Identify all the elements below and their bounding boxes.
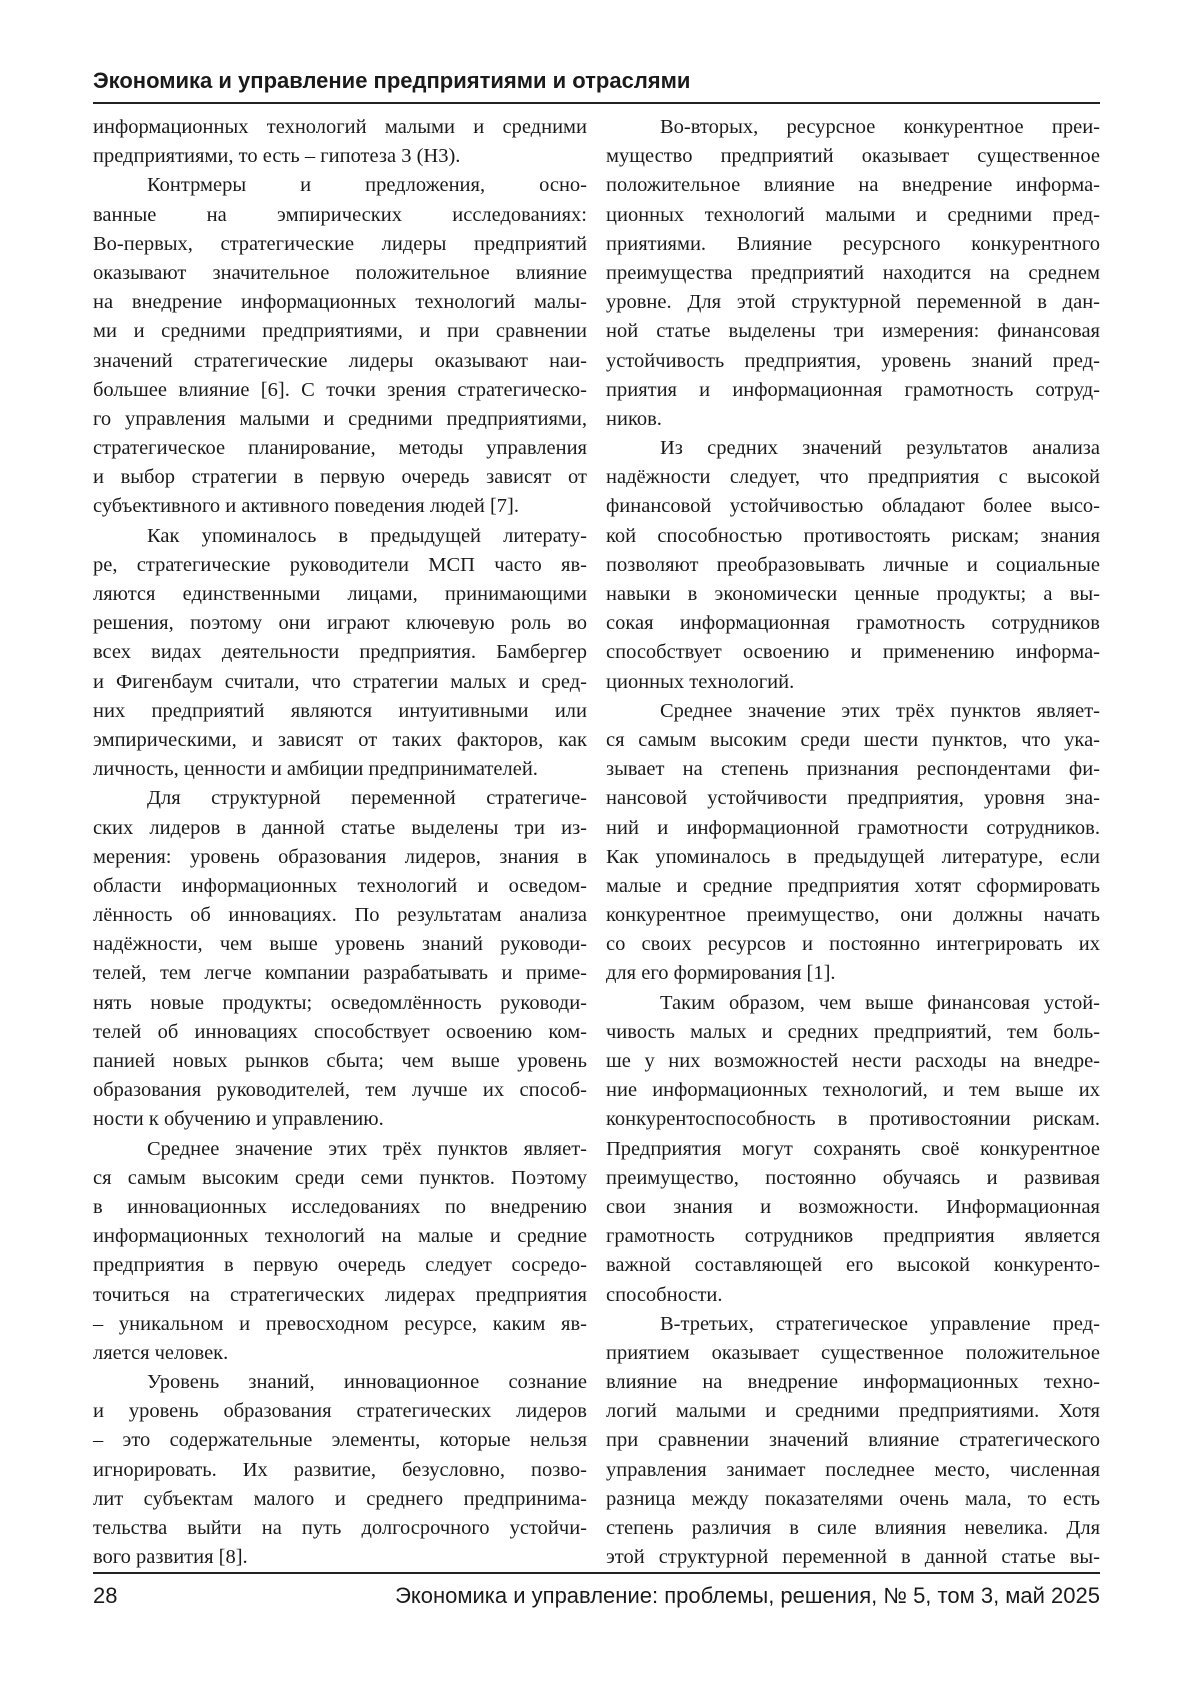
text-line: преимущество, постоянно обучаясь и развивая: [606, 1164, 1100, 1193]
text-line: ских лидеров в данной статье выделены три из-: [93, 814, 587, 843]
text-line: малые и средние предприятия хотят сформировать: [606, 872, 1100, 901]
text-column-right: [606, 113, 1100, 1572]
text-line: мущество предприятий оказывает существенное: [606, 142, 1100, 171]
text-line: го управления малыми и средними предприятиями,: [93, 405, 587, 434]
text-line: ционных технологий.: [606, 668, 1100, 697]
text-line: эмпирическими, и зависят от таких факторов, как: [93, 726, 587, 755]
text-line: ся самым высоким среди семи пунктов. Поэтому: [93, 1164, 587, 1193]
paragraph: [606, 697, 1100, 989]
text-line: В-третьих, стратегическое управление пред-: [606, 1310, 1100, 1339]
paragraph: [606, 434, 1100, 697]
text-line: способности.: [606, 1281, 1100, 1310]
header-rule: [93, 102, 1100, 104]
text-line: грамотность сотрудников предприятия является: [606, 1222, 1100, 1251]
text-line: и уровень образования стратегических лидеров: [93, 1397, 587, 1426]
text-line: для его формирования [1].: [606, 959, 1100, 988]
text-line: Уровень знаний, инновационное сознание: [93, 1368, 587, 1397]
text-line: большее влияние [6]. С точки зрения стратегическо-: [93, 376, 587, 405]
text-line: нять новые продукты; осведомлённость руководи-: [93, 989, 587, 1018]
text-line: влияние на внедрение информационных техно-: [606, 1368, 1100, 1397]
text-line: Как упоминалось в предыдущей литературе, если: [606, 843, 1100, 872]
text-line: Среднее значение этих трёх пунктов являет-: [606, 697, 1100, 726]
text-line: этой структурной переменной в данной статье вы-: [606, 1543, 1100, 1572]
paragraph: [606, 1310, 1100, 1573]
page-number: 28: [93, 1583, 117, 1609]
text-column-left: [93, 113, 587, 1572]
text-line: ляется человек.: [93, 1339, 587, 1368]
text-line: – это содержательные элементы, которые нельзя: [93, 1426, 587, 1455]
text-line: точиться на стратегических лидерах предприятия: [93, 1281, 587, 1310]
text-line: Таким образом, чем выше финансовая устой-: [606, 989, 1100, 1018]
text-line: значений стратегические лидеры оказывают наи-: [93, 347, 587, 376]
text-line: игнорировать. Их развитие, безусловно, позво-: [93, 1456, 587, 1485]
text-line: Из средних значений результатов анализа: [606, 434, 1100, 463]
text-line: в инновационных исследованиях по внедрению: [93, 1193, 587, 1222]
text-line: надёжности следует, что предприятия с высокой: [606, 463, 1100, 492]
paragraph: [93, 171, 587, 521]
text-line: ванные на эмпирических исследованиях:: [93, 201, 587, 230]
text-line: разница между показателями очень мала, то есть: [606, 1485, 1100, 1514]
text-line: и выбор стратегии в первую очередь зависят от: [93, 463, 587, 492]
text-line: чивость малых и средних предприятий, тем боль-: [606, 1018, 1100, 1047]
paragraph: [93, 113, 587, 171]
paragraph: [606, 989, 1100, 1310]
text-line: позволяют преобразовывать личные и социальные: [606, 551, 1100, 580]
text-line: преимущества предприятий находится на среднем: [606, 259, 1100, 288]
journal-citation: Экономика и управление: проблемы, решения, № 5, том 3, май 2025: [395, 1583, 1100, 1609]
text-line: лённость об инновациях. По результатам анализа: [93, 901, 587, 930]
text-line: управления занимает последнее место, численная: [606, 1456, 1100, 1485]
paragraph: [93, 1368, 587, 1572]
text-line: приятиями. Влияние ресурсного конкурентного: [606, 230, 1100, 259]
text-line: Как упоминалось в предыдущей литерату-: [93, 522, 587, 551]
text-line: сокая информационная грамотность сотрудников: [606, 609, 1100, 638]
text-line: и Фигенбаум считали, что стратегии малых и сред-: [93, 668, 587, 697]
text-line: логий малыми и средними предприятиями. Хотя: [606, 1397, 1100, 1426]
text-line: оказывают значительное положительное влияние: [93, 259, 587, 288]
text-line: ше у них возможностей нести расходы на внедре-: [606, 1047, 1100, 1076]
text-line: устойчивость предприятия, уровень знаний пред-: [606, 347, 1100, 376]
text-line: ности к обучению и управлению.: [93, 1105, 587, 1134]
text-line: степень различия в силе влияния невелика. Для: [606, 1514, 1100, 1543]
text-line: всех видах деятельности предприятия. Бамбергер: [93, 638, 587, 667]
text-line: ре, стратегические руководители МСП часто яв-: [93, 551, 587, 580]
text-line: важной составляющей его высокой конкуренто-: [606, 1251, 1100, 1280]
paragraph: [93, 784, 587, 1134]
text-line: ной статье выделены три измерения: финансовая: [606, 317, 1100, 346]
text-line: надёжности, чем выше уровень знаний руководи-: [93, 930, 587, 959]
paragraph: [606, 113, 1100, 434]
text-line: нансовой устойчивости предприятия, уровня зна-: [606, 784, 1100, 813]
text-line: телей, тем легче компании разрабатывать и приме-: [93, 959, 587, 988]
paragraph: [93, 522, 587, 785]
text-line: ся самым высоким среди шести пунктов, что ука-: [606, 726, 1100, 755]
text-line: Контрмеры и предложения, осно-: [93, 171, 587, 200]
text-line: предприятия в первую очередь следует сосредо-: [93, 1251, 587, 1280]
text-line: способствует освоению и применению информа-: [606, 638, 1100, 667]
text-line: свои знания и возможности. Информационная: [606, 1193, 1100, 1222]
text-line: образования руководителей, тем лучше их способ-: [93, 1076, 587, 1105]
text-line: на внедрение информационных технологий малы-: [93, 288, 587, 317]
text-line: вого развития [8].: [93, 1543, 587, 1572]
text-line: решения, поэтому они играют ключевую роль во: [93, 609, 587, 638]
text-line: уровне. Для этой структурной переменной в дан-: [606, 288, 1100, 317]
text-line: Во-вторых, ресурсное конкурентное преи-: [606, 113, 1100, 142]
text-line: стратегическое планирование, методы управления: [93, 434, 587, 463]
text-line: ников.: [606, 405, 1100, 434]
text-line: со своих ресурсов и постоянно интегрировать их: [606, 930, 1100, 959]
text-line: кой способностью противостоять рискам; знания: [606, 522, 1100, 551]
text-line: Во-первых, стратегические лидеры предприятий: [93, 230, 587, 259]
text-line: конкурентоспособность в противостоянии рискам.: [606, 1105, 1100, 1134]
text-line: ционных технологий малыми и средними пред-: [606, 201, 1100, 230]
text-line: зывает на степень признания респондентами фи-: [606, 755, 1100, 784]
text-line: тельства выйти на путь долгосрочного устойчи-: [93, 1514, 587, 1543]
text-line: положительное влияние на внедрение информа-: [606, 171, 1100, 200]
text-line: ний и информационной грамотности сотрудников.: [606, 814, 1100, 843]
text-line: информационных технологий на малые и средние: [93, 1222, 587, 1251]
text-line: личность, ценности и амбиции предпринимателей.: [93, 755, 587, 784]
text-line: информационных технологий малыми и средними: [93, 113, 587, 142]
paragraph: [93, 1135, 587, 1369]
text-line: них предприятий являются интуитивными или: [93, 697, 587, 726]
text-line: Среднее значение этих трёх пунктов являет-: [93, 1135, 587, 1164]
text-line: Предприятия могут сохранять своё конкурентное: [606, 1135, 1100, 1164]
text-line: финансовой устойчивостью обладают более высо-: [606, 492, 1100, 521]
text-line: навыки в экономически ценные продукты; а вы-: [606, 580, 1100, 609]
text-line: ляются единственными лицами, принимающими: [93, 580, 587, 609]
text-line: мерения: уровень образования лидеров, знания в: [93, 843, 587, 872]
text-line: панией новых рынков сбыта; чем выше уровень: [93, 1047, 587, 1076]
text-line: приятия и информационная грамотность сотруд-: [606, 376, 1100, 405]
text-line: ние информационных технологий, и тем выше их: [606, 1076, 1100, 1105]
text-line: лит субъектам малого и среднего предпринима-: [93, 1485, 587, 1514]
footer-rule: [93, 1572, 1100, 1574]
text-line: субъективного и активного поведения людей [7].: [93, 492, 587, 521]
text-line: приятием оказывает существенное положительное: [606, 1339, 1100, 1368]
text-line: области информационных технологий и осведом-: [93, 872, 587, 901]
running-header-title: Экономика и управление предприятиями и отраслями: [93, 68, 690, 94]
text-line: – уникальном и превосходном ресурсе, каким яв-: [93, 1310, 587, 1339]
text-line: ми и средними предприятиями, и при сравнении: [93, 317, 587, 346]
text-line: при сравнении значений влияние стратегического: [606, 1426, 1100, 1455]
text-line: конкурентное преимущество, они должны начать: [606, 901, 1100, 930]
text-line: телей об инновациях способствует освоению ком-: [93, 1018, 587, 1047]
text-line: предприятиями, то есть – гипотеза 3 (H3).: [93, 142, 587, 171]
text-line: Для структурной переменной стратегиче-: [93, 784, 587, 813]
